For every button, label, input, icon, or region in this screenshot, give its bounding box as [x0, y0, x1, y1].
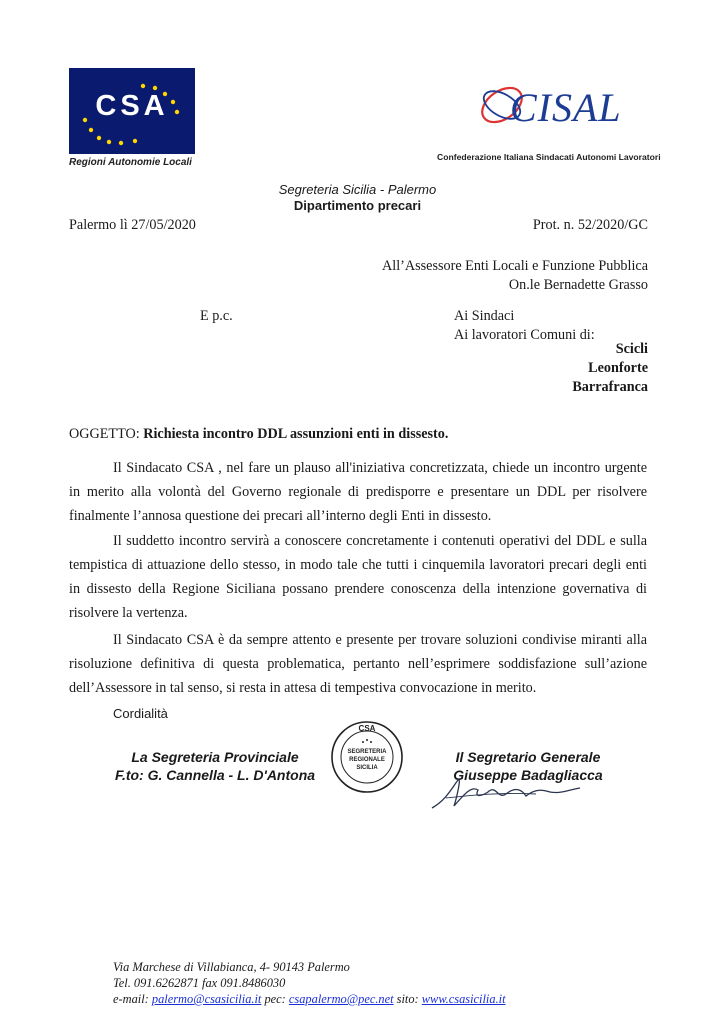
cc-label: E p.c.	[200, 308, 233, 324]
cisal-logo-caption: Confederazione Italiana Sindacati Autonomi Lavoratori	[437, 152, 661, 162]
protocol-number: Prot. n. 52/2020/GC	[532, 217, 648, 233]
office-heading: Segreteria Sicilia - Palermo	[278, 182, 437, 197]
body-paragraph: Il suddetto incontro servirà a conoscere concretamente i contenuti operativi del DDL e sulla tempistica di attuazione dello stesso, in modo tale che tutti i cinquemila lavoratori precari degli enti in dissesto della Regione Siciliana possano prendere conoscenza della intenzione governativa di risolvere la vertenza.	[69, 533, 647, 621]
town-item: Leonforte	[588, 360, 648, 376]
email-link[interactable]: palermo@csasicilia.it	[151, 992, 262, 1006]
closing-salutation: Cordialità	[113, 706, 168, 721]
stamp-top-text: CSA	[358, 724, 376, 733]
recipient-line: On.le Bernadette Grasso	[508, 277, 648, 293]
pec-label: pec:	[261, 992, 289, 1006]
department-heading: Dipartimento precari	[293, 198, 422, 213]
website-link[interactable]: www.csasicilia.it	[421, 992, 506, 1006]
subject-line	[69, 425, 448, 444]
primary-recipient	[382, 257, 648, 295]
general-secretary-title: Il Segretario Generale	[455, 749, 601, 765]
provincial-title: La Segreteria Provinciale	[131, 749, 299, 765]
recipient-line: All’Assessore Enti Locali e Funzione Pubblica	[382, 258, 648, 274]
stamp-line: REGIONALE	[349, 757, 385, 763]
provincial-names: F.to: G. Cannella - L. D'Antona	[114, 767, 316, 783]
email-label: e-mail:	[113, 992, 152, 1006]
general-secretary-name: Giuseppe Badagliacca	[453, 767, 603, 783]
union-stamp	[330, 720, 404, 794]
subject-label: OGGETTO:	[69, 426, 144, 442]
handwritten-signature	[426, 770, 586, 814]
recipient-line: Ai lavoratori Comuni di:	[454, 327, 595, 343]
footer-address: Via Marchese di Villabianca, 4- 90143 Palermo	[113, 960, 350, 974]
stamp-line: SEGRETERIA	[347, 749, 387, 755]
footer-phones: Tel. 091.6262871 fax 091.8486030	[113, 976, 286, 990]
site-label: sito:	[393, 992, 422, 1006]
provincial-signature-block	[108, 748, 322, 784]
town-list	[572, 340, 648, 397]
csa-logo-text: CSA	[95, 90, 169, 122]
footer-contact	[113, 959, 506, 1007]
recipient-line: Ai Sindaci	[454, 308, 515, 324]
csa-logo-caption: Regioni Autonomie Locali	[69, 157, 192, 168]
stamp-stars-icon	[362, 739, 372, 743]
letter-date: Palermo lì 27/05/2020	[69, 217, 196, 233]
footer-links	[113, 991, 506, 1007]
town-item: Barrafranca	[572, 379, 648, 395]
body-paragraph: Il Sindacato CSA , nel fare un plauso all'iniziativa concretizzata, chiede un incontro urgente in merito alla volontà del Governo regionale di predisporre e presentare un DDL per risolvere finalmente l’annosa questione dei precari all’interno degli Enti in dissesto.	[69, 460, 647, 524]
stamp-line: SICILIA	[356, 765, 378, 771]
cisal-logo-text: CISAL	[510, 85, 622, 130]
body-paragraph: Il Sindacato CSA è da sempre attento e presente per trovare soluzioni condivise miranti alla risoluzione definitiva di questa problematica, pertanto nell’esprimere soddisfazione sull’azione dell’Assessore in tal senso, si resta in attesa di tempestiva convocazione in merito.	[69, 632, 647, 696]
pec-link[interactable]: csapalermo@pec.net	[288, 992, 394, 1006]
subject-text: Richiesta incontro DDL assunzioni enti in dissesto.	[143, 426, 449, 442]
town-item: Scicli	[615, 341, 648, 357]
